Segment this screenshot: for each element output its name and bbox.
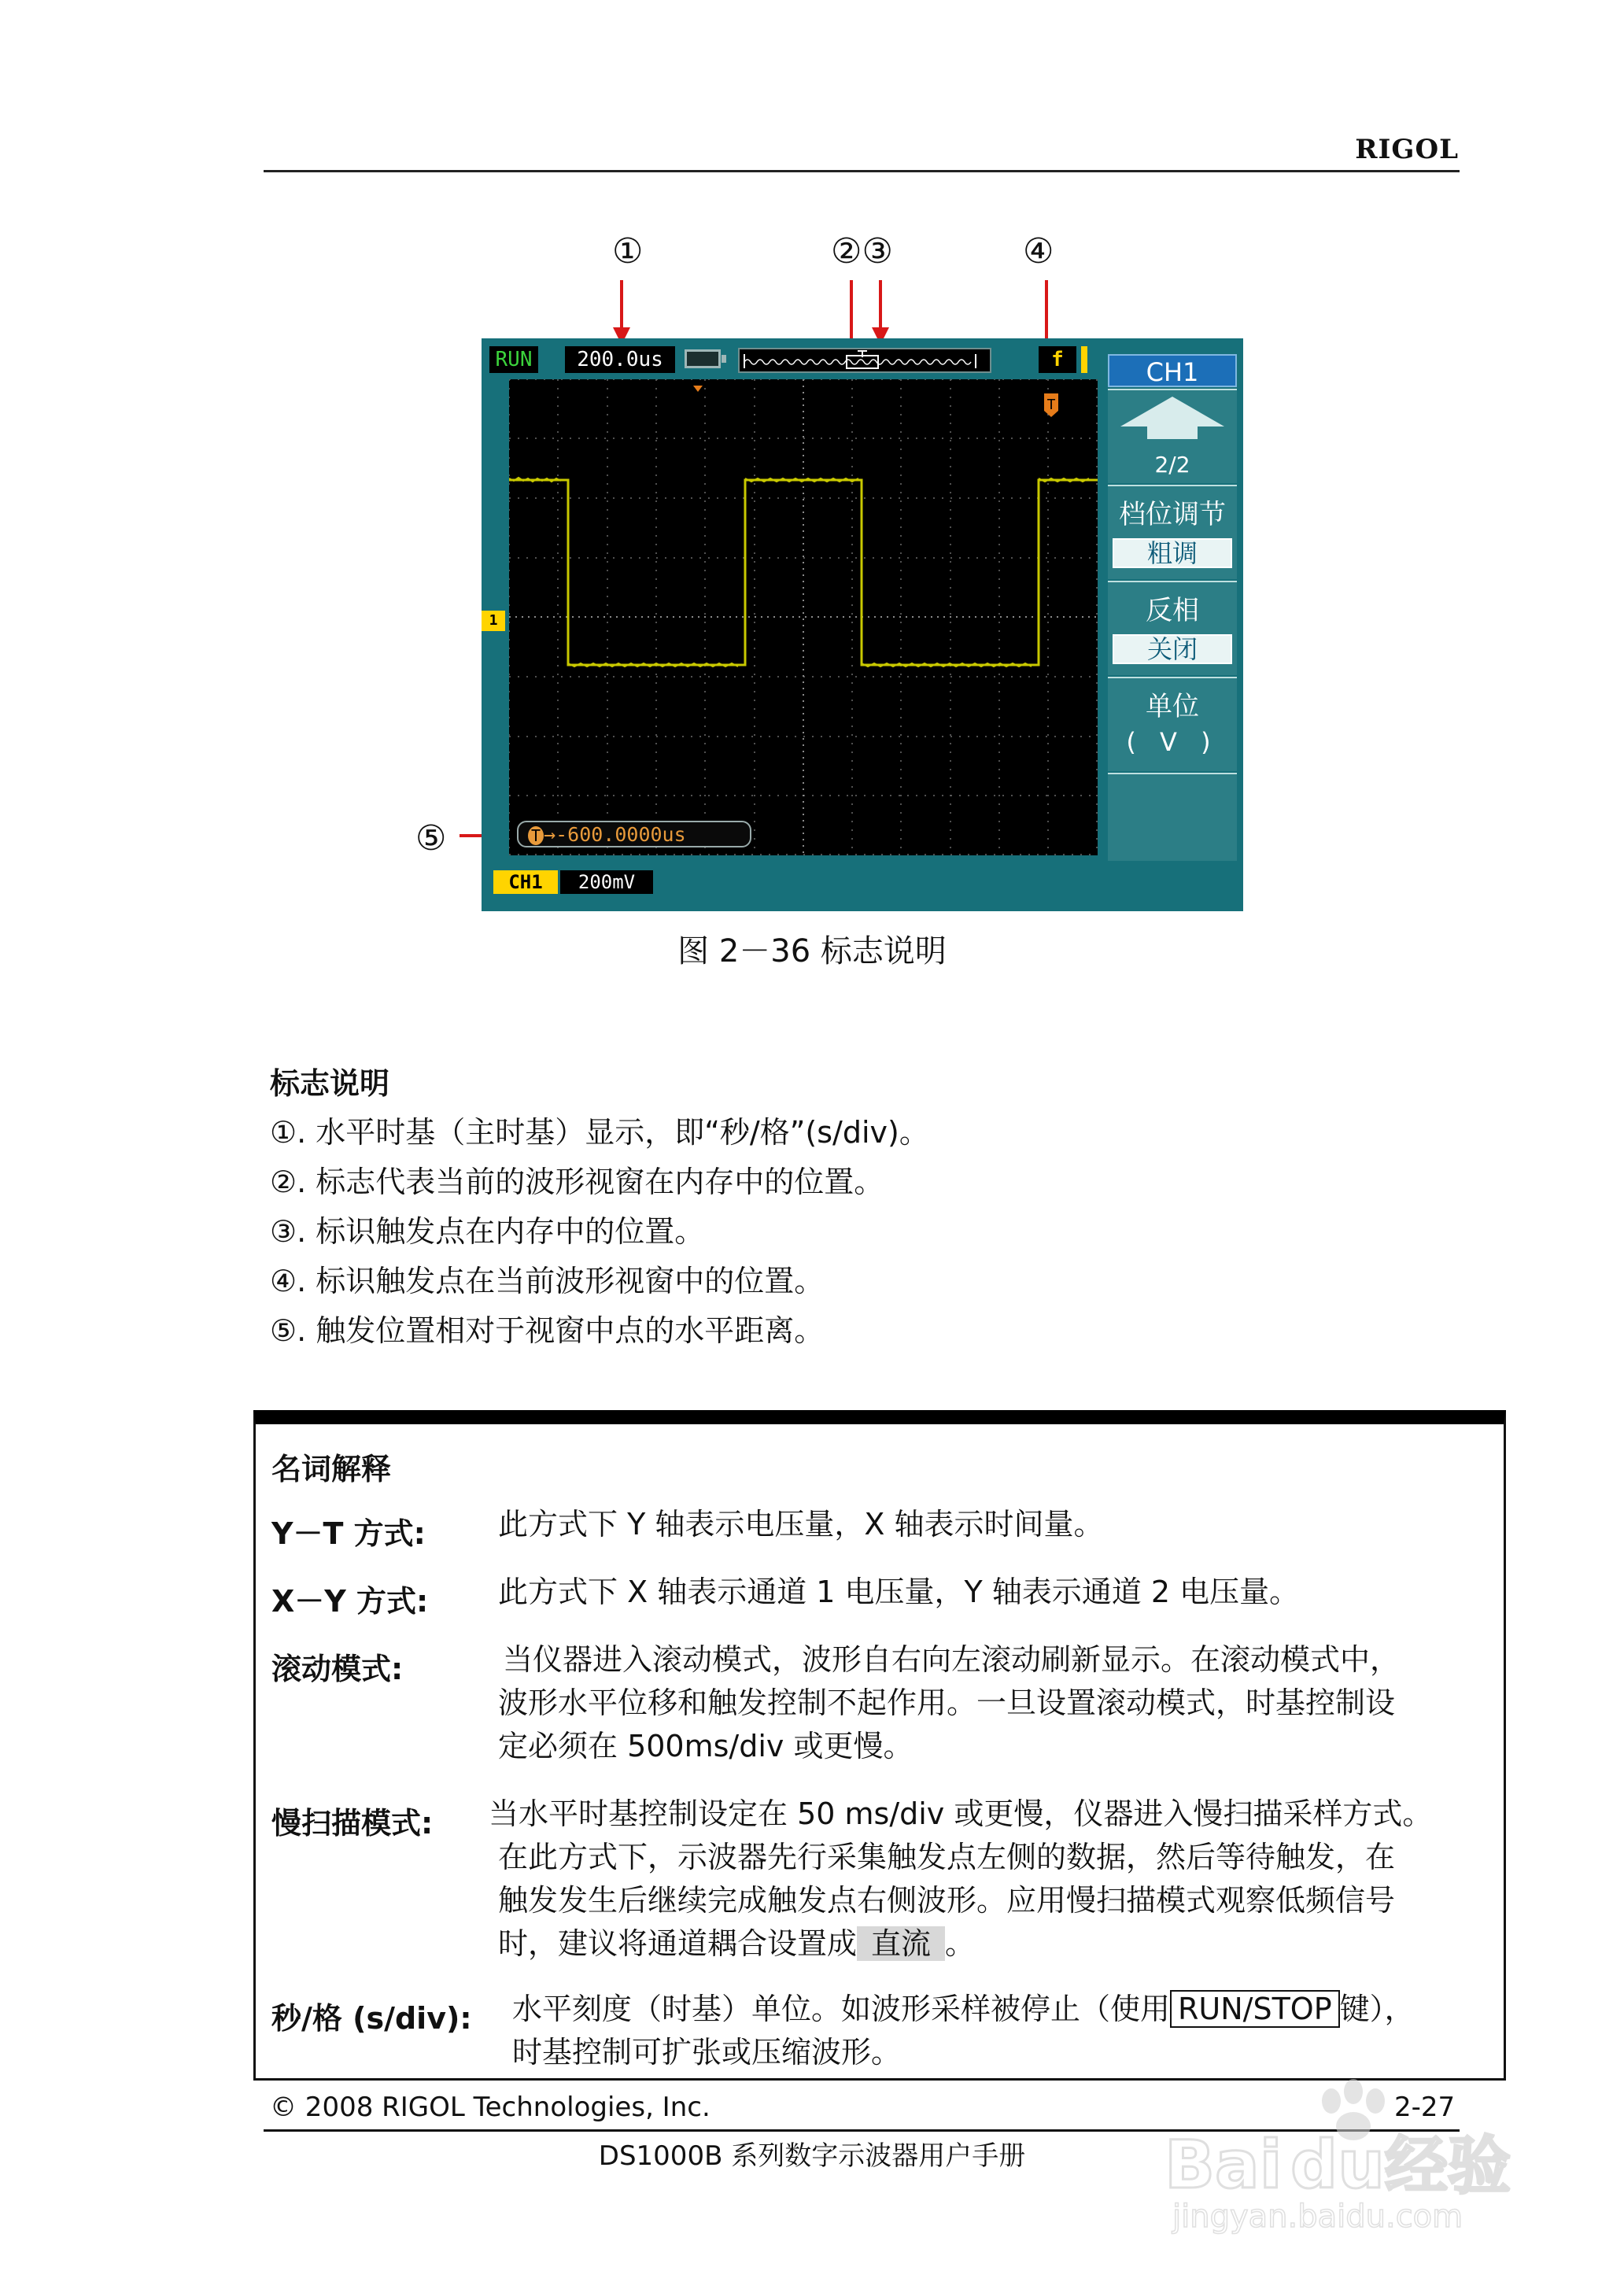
glossary-term: Y－T 方式: <box>271 1516 426 1551</box>
header-rule <box>264 170 1460 172</box>
page-up-arrow-icon <box>1119 395 1226 442</box>
flag-item-1: ①. 水平时基（主时基）显示，即“秒/格”(s/div)。 <box>270 1115 929 1150</box>
sdiv-prefix: 水平刻度（时基）单位。如波形采样被停止（使用 <box>512 1992 1171 2026</box>
coupling-prefix: 时，建议将通道耦合设置成 <box>498 1926 858 1961</box>
oscilloscope-screen <box>482 338 1243 911</box>
marker-1: ① <box>612 231 644 271</box>
glossary-definition-line: 定必须在 500ms/div 或更慢。 <box>498 1729 914 1763</box>
glossary-definition-line: 触发发生后继续完成触发点右侧波形。应用慢扫描模式观察低频信号 <box>498 1883 1396 1918</box>
glossary-definition-line: 时基控制可扩张或压缩波形。 <box>512 2035 902 2070</box>
menu-item-range-adjust[interactable] <box>1108 485 1237 579</box>
run-stop-key: RUN/STOP <box>1170 1990 1340 2028</box>
trigger-offset-readout <box>517 821 751 847</box>
trigger-position-marker <box>693 386 703 392</box>
marker-2-3: ②③ <box>831 231 893 271</box>
baidu-watermark-logo <box>1157 2077 1526 2235</box>
menu-title: CH1 <box>1108 354 1237 387</box>
glossary-definition-line <box>498 1922 975 1966</box>
baidu-paw-icon <box>1157 2077 1526 2235</box>
waveform-grid <box>509 379 1098 855</box>
flag-item-3: ③. 标识触发点在内存中的位置。 <box>270 1214 705 1249</box>
battery-icon <box>685 349 721 368</box>
glossary-term: 慢扫描模式: <box>271 1806 434 1841</box>
glossary-definition-line <box>512 1988 1415 2031</box>
watermark-url: jingyan.baidu.com <box>1172 2199 1463 2235</box>
arrow-2-line <box>850 280 853 343</box>
menu-item-value: 粗调 <box>1113 538 1232 568</box>
sdiv-suffix: 键）， <box>1339 1992 1415 2026</box>
menu-item-value: 关闭 <box>1113 634 1232 664</box>
glossary-definition-line: 当仪器进入滚动模式，波形自右向左滚动刷新显示。在滚动模式中， <box>503 1642 1401 1677</box>
channel-menu <box>1108 354 1237 897</box>
menu-item-unit[interactable] <box>1108 677 1237 771</box>
memory-window-bar <box>738 348 991 373</box>
glossary-term: X－Y 方式: <box>271 1584 429 1619</box>
coupling-dc-value: 直流 <box>857 1926 945 1961</box>
trigger-offset-value: →-600.0000us <box>544 823 686 846</box>
menu-item-label: 单位 <box>1146 691 1199 722</box>
watermark-jingyan: 经验 <box>1385 2129 1511 2203</box>
trigger-point-label: T <box>1046 397 1056 413</box>
run-status: RUN <box>489 346 538 373</box>
flag-item-4: ④. 标识触发点在当前波形视窗中的位置。 <box>270 1264 825 1298</box>
menu-page-up-button[interactable] <box>1108 389 1237 483</box>
menu-item-invert[interactable] <box>1108 581 1237 675</box>
coupling-suffix: 。 <box>945 1926 976 1961</box>
waveform-display <box>509 379 1098 855</box>
center-axes <box>509 379 1098 855</box>
watermark-bai: Bai <box>1164 2126 1283 2203</box>
glossary-title: 名词解释 <box>271 1452 392 1486</box>
menu-page-indicator: 2/2 <box>1154 452 1190 478</box>
brand-logo-text: RIGOL <box>1355 134 1459 165</box>
menu-item-empty[interactable] <box>1108 773 1237 861</box>
channel-1-scale: 200mV <box>560 870 653 894</box>
section-heading: 标志说明 <box>270 1066 390 1101</box>
figure-caption: 图 2－36 标志说明 <box>677 933 947 969</box>
glossary-definition: 此方式下 X 轴表示通道 1 电压量，Y 轴表示通道 2 电压量。 <box>498 1575 1300 1609</box>
footer-copyright: © 2008 RIGOL Technologies, Inc. <box>270 2092 710 2123</box>
footer-page-number: 2-27 <box>1394 2092 1456 2123</box>
marker-4: ④ <box>1023 231 1054 271</box>
trigger-type-icon: f <box>1039 346 1076 373</box>
trigger-offset-icon: T <box>528 826 544 845</box>
menu-item-label: 档位调节 <box>1119 499 1226 530</box>
marker-5: ⑤ <box>415 818 447 858</box>
glossary-term: 秒/格 (s/div): <box>271 2001 472 2036</box>
footer-manual-title: DS1000B 系列数字示波器用户手册 <box>598 2140 1026 2172</box>
arrow-1-line <box>620 280 623 329</box>
timebase-readout: 200.0us <box>565 346 675 373</box>
arrow-3-line <box>879 280 882 329</box>
channel-1-tag: CH1 <box>493 870 558 894</box>
menu-item-value: ( V ) <box>1126 727 1219 757</box>
flag-item-2: ②. 标志代表当前的波形视窗在内存中的位置。 <box>270 1165 884 1199</box>
channel-1-level-marker: 1 <box>482 611 505 631</box>
memory-wave-icon <box>740 349 990 371</box>
glossary-term: 滚动模式: <box>271 1652 404 1686</box>
watermark-du: du <box>1290 2126 1385 2203</box>
glossary-definition-line: 在此方式下，示波器先行采集触发点左侧的数据，然后等待触发，在 <box>498 1840 1396 1874</box>
waveform-noise <box>509 478 1089 666</box>
square-wave <box>509 480 1098 665</box>
glossary-definition-line: 当水平时基控制设定在 50 ms/div 或更慢，仪器进入慢扫描采样方式。 <box>489 1796 1433 1831</box>
menu-item-label: 反相 <box>1146 595 1199 626</box>
glossary-definition-line: 波形水平位移和触发控制不起作用。一旦设置滚动模式，时基控制设 <box>498 1686 1396 1720</box>
glossary-definition: 此方式下 Y 轴表示电压量，X 轴表示时间量。 <box>498 1507 1104 1542</box>
glossary-box <box>253 1410 1506 2081</box>
battery-cap <box>722 355 726 363</box>
flag-item-5: ⑤. 触发位置相对于视窗中点的水平距离。 <box>270 1313 825 1348</box>
trigger-status-bar <box>1081 346 1087 373</box>
